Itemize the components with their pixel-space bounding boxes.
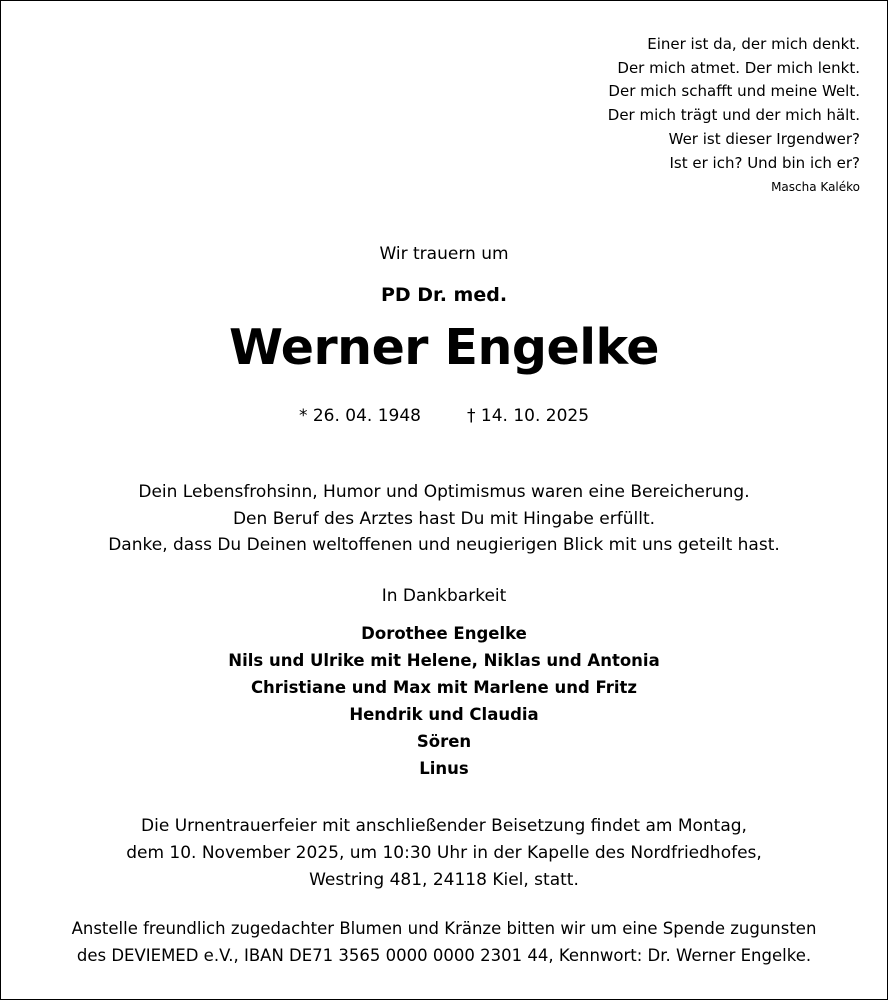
birth-date: * 26. 04. 1948	[298, 406, 421, 426]
tribute-line: Danke, dass Du Deinen weltoffenen und neugierigen Blick mit uns geteilt hast.	[108, 535, 780, 555]
poem-line: Ist er ich? Und bin ich er?	[669, 153, 860, 172]
gratitude-label: In Dankbarkeit	[381, 586, 507, 606]
family-member: Linus	[419, 759, 469, 778]
family-member: Sören	[416, 732, 472, 751]
poem-line: Der mich atmet. Der mich lenkt.	[617, 58, 860, 77]
tribute-line: Dein Lebensfrohsinn, Humor und Optimismus waren eine Bereicherung.	[138, 482, 750, 502]
donation-line: Anstelle freundlich zugedachter Blumen und Kränze bitten wir um eine Spende zugunsten	[71, 919, 817, 938]
family-member: Hendrik und Claudia	[349, 705, 539, 724]
family-member: Nils und Ulrike mit Helene, Niklas und Antonia	[228, 651, 660, 670]
poem-line: Wer ist dieser Irgendwer?	[668, 129, 860, 148]
mourning-intro: Wir trauern um	[379, 244, 509, 264]
ceremony-line: Westring 481, 24118 Kiel, statt.	[309, 870, 579, 890]
poem-line: Der mich trägt und der mich hält.	[607, 106, 860, 125]
life-dates	[1, 406, 887, 426]
poem-author: Mascha Kaléko	[771, 180, 860, 195]
poem-line: Einer ist da, der mich denkt.	[647, 35, 860, 53]
ceremony-info	[1, 813, 887, 894]
tribute-text	[1, 479, 887, 559]
ceremony-line: dem 10. November 2025, um 10:30 Uhr in der Kapelle des Nordfriedhofes,	[126, 843, 762, 863]
academic-title: PD Dr. med.	[380, 284, 508, 306]
death-date: † 14. 10. 2025	[467, 406, 590, 426]
family-member: Dorothee Engelke	[361, 624, 527, 643]
poem	[608, 33, 860, 196]
tribute-line: Den Beruf des Arztes hast Du mit Hingabe erfüllt.	[232, 508, 656, 529]
donation-line: des DEVIEMED e.V., IBAN DE71 3565 0000 0000 2301 44, Kennwort: Dr. Werner Engelke.	[76, 946, 812, 965]
poem-line: Der mich schafft und meine Welt.	[608, 82, 860, 101]
family-list	[1, 620, 887, 782]
family-member: Christiane und Max mit Marlene und Fritz	[250, 678, 638, 697]
deceased-name: Werner Engelke	[228, 319, 659, 376]
ceremony-line: Die Urnentrauerfeier mit anschließender Beisetzung findet am Montag,	[141, 816, 747, 836]
donation-request	[1, 915, 887, 969]
